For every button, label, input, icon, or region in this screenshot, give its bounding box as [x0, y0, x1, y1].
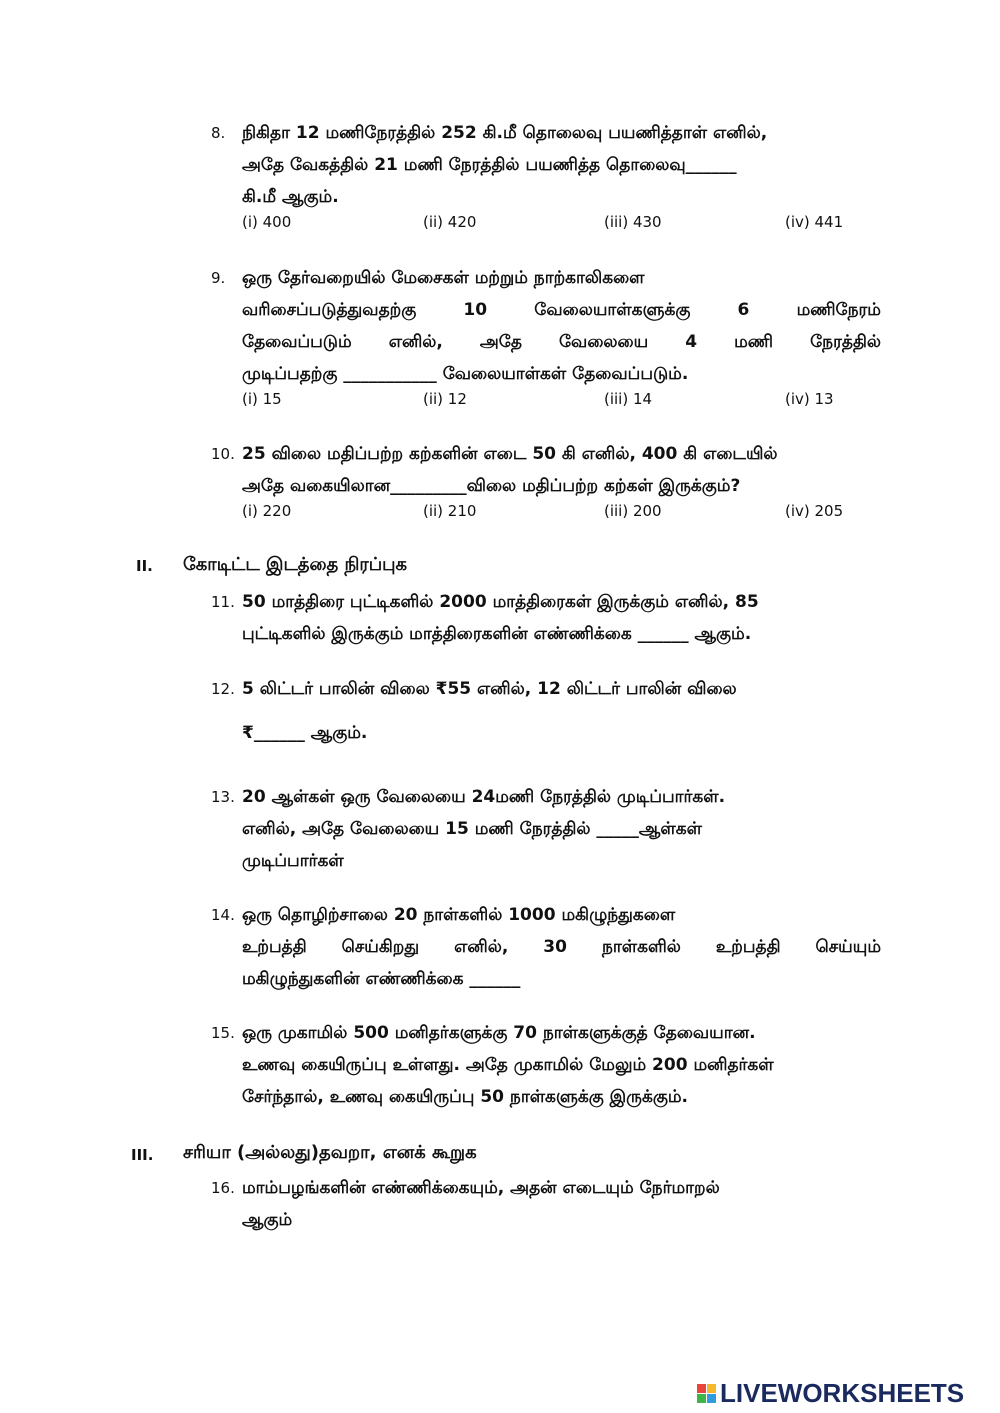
question-line	[211, 673, 881, 705]
question-line	[211, 899, 881, 931]
section-number: III.	[131, 1146, 154, 1164]
question-number: 16.	[211, 1179, 235, 1197]
section-title: சரியா (அல்லது)தவறா, எனக் கூறுக	[183, 1142, 477, 1163]
option-iv[interactable]: (iv) 205	[785, 502, 844, 520]
question-text: ஆகும்	[242, 1210, 293, 1230]
section-title: கோடிட்ட இடத்தை நிரப்புக	[183, 554, 408, 575]
question-10	[211, 438, 881, 528]
question-number: 13.	[211, 788, 235, 806]
question-text: ₹______ ஆகும்.	[242, 723, 368, 743]
question-text: ஒரு முகாமில் 500 மனிதர்களுக்கு 70 நாள்களுக்குத் தேவையான.	[242, 1023, 756, 1043]
logo-text: LIVEWORKSHEETS	[720, 1377, 965, 1408]
question-text: முடிப்பதற்கு ___________ வேலையாள்கள் தேவைப்படும்.	[242, 364, 689, 384]
question-text: 25 விலை மதிப்பற்ற கற்களின் எடை 50 கி எனில், 400 கி எடையில்	[242, 444, 778, 464]
question-line	[211, 1017, 881, 1049]
question-13	[211, 781, 881, 877]
question-text: அதே வகையிலான_________விலை மதிப்பற்ற கற்கள் இருக்கும்?	[242, 476, 741, 496]
question-text: மகிழுந்துகளின் எண்ணிக்கை ______	[242, 969, 521, 989]
question-text: உணவு கையிருப்பு உள்ளது. அதே முகாமில் மேலும் 200 மனிதர்கள்	[242, 1055, 774, 1075]
question-number: 9.	[211, 269, 226, 287]
question-line	[211, 781, 881, 813]
option-iv[interactable]: (iv) 441	[785, 213, 844, 231]
logo-square	[697, 1384, 706, 1393]
question-text: அதே வேகத்தில் 21 மணி நேரத்தில் பயணித்த தொலைவு______	[242, 155, 737, 175]
section-number: II.	[136, 557, 153, 575]
option-iv[interactable]: (iv) 13	[785, 390, 834, 408]
question-11	[211, 586, 881, 650]
question-line	[211, 438, 881, 470]
question-text: 20 ஆள்கள் ஒரு வேலையை 24மணி நேரத்தில் முடிப்பார்கள்.	[242, 787, 726, 807]
logo-square	[707, 1384, 716, 1393]
question-number: 15.	[211, 1024, 235, 1042]
question-line	[211, 262, 881, 294]
question-8	[211, 117, 881, 239]
question-text: உற்பத்தி செய்கிறது எனில், 30 நாள்களில் உற்பத்தி செய்யும்	[242, 937, 881, 957]
question-text: ஒரு தொழிற்சாலை 20 நாள்களில் 1000 மகிழுந்துகளை	[242, 905, 676, 925]
option-ii[interactable]: (ii) 420	[423, 213, 477, 231]
question-text: முடிப்பார்கள்	[242, 851, 344, 871]
question-text: நிகிதா 12 மணிநேரத்தில் 252 கி.மீ தொலைவு பயணித்தாள் எனில்,	[242, 123, 768, 143]
option-ii[interactable]: (ii) 210	[423, 502, 477, 520]
option-ii[interactable]: (ii) 12	[423, 390, 467, 408]
option-iii[interactable]: (iii) 430	[604, 213, 662, 231]
question-text: மாம்பழங்களின் எண்ணிக்கையும், அதன் எடையும் நேர்மாறல்	[242, 1178, 720, 1198]
question-text: சேர்ந்தால், உணவு கையிருப்பு 50 நாள்களுக்கு இருக்கும்.	[242, 1087, 688, 1107]
answer-options	[211, 390, 881, 416]
question-text: தேவைப்படும் எனில், அதே வேலையை 4 மணி நேரத்தில்	[242, 332, 881, 352]
option-i[interactable]: (i) 400	[242, 213, 292, 231]
question-line	[211, 117, 881, 149]
question-number: 11.	[211, 593, 235, 611]
question-16	[211, 1172, 881, 1236]
question-line	[211, 586, 881, 618]
question-line	[211, 1172, 881, 1204]
option-i[interactable]: (i) 15	[242, 390, 282, 408]
option-iii[interactable]: (iii) 14	[604, 390, 653, 408]
question-14	[211, 899, 881, 995]
question-text: 50 மாத்திரை புட்டிகளில் 2000 மாத்திரைகள் இருக்கும் எனில், 85	[242, 592, 759, 612]
question-text: புட்டிகளில் இருக்கும் மாத்திரைகளின் எண்ணிக்கை ______ ஆகும்.	[242, 624, 752, 644]
question-text: எனில், அதே வேலையை 15 மணி நேரத்தில் _____ஆள்கள்	[242, 819, 702, 839]
question-number: 8.	[211, 124, 226, 142]
question-text: 5 லிட்டர் பாலின் விலை ₹55 எனில், 12 லிட்டர் பாலின் விலை	[242, 679, 737, 699]
answer-options	[211, 502, 881, 528]
question-number: 10.	[211, 445, 235, 463]
question-text: வரிசைப்படுத்துவதற்கு 10 வேலையாள்களுக்கு 6 மணிநேரம்	[242, 300, 881, 320]
question-number: 12.	[211, 680, 235, 698]
logo-square	[697, 1394, 706, 1403]
logo-square	[707, 1394, 716, 1403]
answer-options	[211, 213, 881, 239]
option-iii[interactable]: (iii) 200	[604, 502, 662, 520]
question-9	[211, 262, 881, 416]
option-i[interactable]: (i) 220	[242, 502, 292, 520]
question-12	[211, 673, 881, 749]
question-15	[211, 1017, 881, 1113]
liveworksheets-logo	[697, 1378, 993, 1408]
question-text: ஒரு தேர்வறையில் மேசைகள் மற்றும் நாற்காலிகளை	[242, 268, 645, 288]
question-number: 14.	[211, 906, 235, 924]
question-text: கி.மீ ஆகும்.	[242, 187, 339, 207]
logo-mark-icon	[697, 1384, 716, 1403]
